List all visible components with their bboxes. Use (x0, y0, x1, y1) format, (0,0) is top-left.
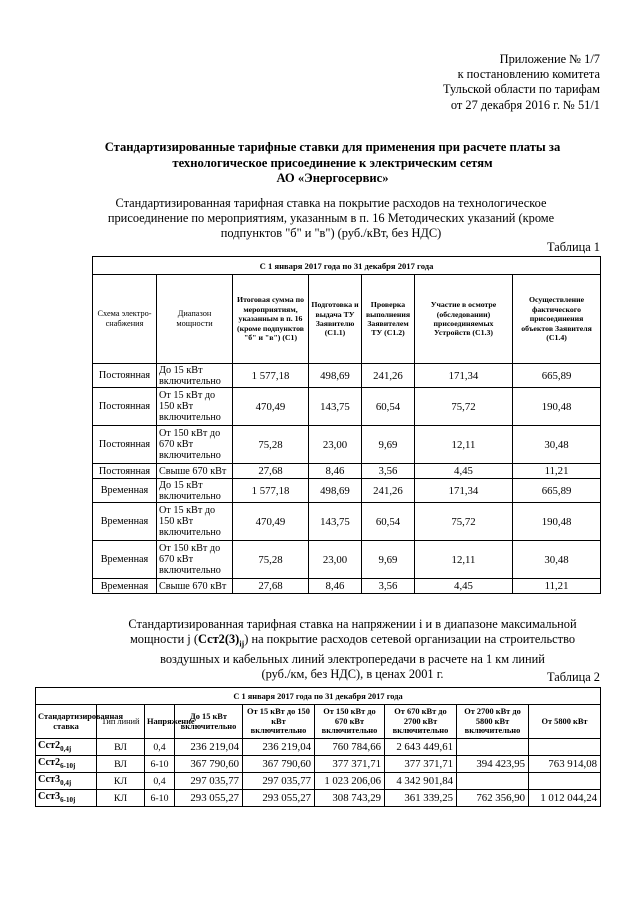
cell-range: Свыше 670 кВт (157, 579, 233, 594)
cell-c12: 3,56 (362, 464, 415, 479)
header-r3: От 150 кВт до 670 кВт включительно (315, 705, 385, 739)
header-r4: От 670 кВт до 2700 кВт включительно (385, 705, 457, 739)
cell-c14: 11,21 (513, 579, 601, 594)
section1-description (96, 196, 566, 242)
cell-c14: 30,48 (513, 541, 601, 579)
cell-c12: 9,69 (362, 426, 415, 464)
cell-total: 1 577,18 (233, 364, 309, 388)
cell-range: До 15 кВт включительно (157, 479, 233, 503)
table1 (92, 256, 601, 594)
cell-type: ВЛ (97, 739, 145, 756)
rate-symbol: Сст3 (38, 774, 61, 786)
cell-r1: 367 790,60 (175, 756, 243, 773)
cell-scheme: Постоянная (93, 426, 157, 464)
cell-r4: 361 339,25 (385, 790, 457, 807)
cell-c13: 171,34 (415, 479, 513, 503)
cell-voltage: 0,4 (145, 773, 175, 790)
cell-c12: 9,69 (362, 541, 415, 579)
cell-range: До 15 кВт включительно (157, 364, 233, 388)
desc-line: Стандартизированная тарифная ставка на напряжении i и в диапазоне максимальной (128, 617, 577, 631)
table-row (93, 388, 601, 426)
cell-r6 (529, 739, 601, 756)
cell-rate (36, 739, 97, 756)
cell-r2: 297 035,77 (243, 773, 315, 790)
cell-scheme: Временная (93, 479, 157, 503)
table-row (36, 773, 601, 790)
cell-scheme: Временная (93, 579, 157, 594)
cell-c13: 12,11 (415, 426, 513, 464)
header-rate: Стандартизированная ставка (36, 705, 97, 739)
table1-label: Таблица 1 (547, 240, 600, 254)
desc-line: воздушных и кабельных линий электропередачи в расчете на 1 км линий (160, 651, 545, 666)
cell-c12: 241,26 (362, 479, 415, 503)
cell-c14: 190,48 (513, 388, 601, 426)
header-r5: От 2700 кВт до 5800 кВт включительно (457, 705, 529, 739)
table-row (93, 479, 601, 503)
cell-type: ВЛ (97, 756, 145, 773)
cell-range: От 15 кВт до 150 кВт включительно (157, 388, 233, 426)
cell-r4: 4 342 901,84 (385, 773, 457, 790)
table-row (93, 426, 601, 464)
cell-r4: 377 371,71 (385, 756, 457, 773)
rate-subscript: 0,4j (60, 779, 72, 788)
cell-c12: 60,54 (362, 388, 415, 426)
cell-scheme: Постоянная (93, 364, 157, 388)
cell-range: От 150 кВт до 670 кВт включительно (157, 541, 233, 579)
desc-line: присоединение по мероприятиям, указанным в п. 16 Методических указаний (кроме (107, 211, 555, 226)
cell-scheme: Постоянная (93, 464, 157, 479)
cell-scheme: Постоянная (93, 388, 157, 426)
cell-c14: 11,21 (513, 464, 601, 479)
cell-total: 27,68 (233, 579, 309, 594)
rate-subscript: ij (239, 639, 245, 649)
table-row (93, 579, 601, 594)
title-line: технологическое присоединение к электрическим сетям (172, 155, 493, 170)
cell-rate (36, 790, 97, 807)
cell-c13: 75,72 (415, 388, 513, 426)
cell-r6: 763 914,08 (529, 756, 601, 773)
table-row (36, 790, 601, 807)
header-c12: Проверка выполнения Заявителем ТУ (С1.2) (362, 275, 415, 364)
cell-type: КЛ (97, 790, 145, 807)
desc-line: Стандартизированная тарифная ставка на покрытие расходов на технологическое (115, 196, 547, 210)
cell-c11: 23,00 (309, 541, 362, 579)
desc-line: (руб./км, без НДС), в ценах 2001 г. (261, 667, 444, 682)
title-line: Стандартизированные тарифные ставки для применения при расчете платы за (104, 140, 561, 154)
cell-c11: 143,75 (309, 503, 362, 541)
appendix-line: к постановлению комитета (457, 67, 600, 82)
table-row (93, 464, 601, 479)
cell-total: 470,49 (233, 503, 309, 541)
table2-label: Таблица 2 (547, 670, 600, 684)
cell-r6: 1 012 044,24 (529, 790, 601, 807)
cell-r5 (457, 739, 529, 756)
cell-rate (36, 756, 97, 773)
cell-c11: 498,69 (309, 479, 362, 503)
cell-voltage: 6-10 (145, 790, 175, 807)
document-title (60, 140, 605, 187)
cell-total: 1 577,18 (233, 479, 309, 503)
cell-total: 470,49 (233, 388, 309, 426)
header-r1: До 15 кВт включительно (175, 705, 243, 739)
cell-r1: 236 219,04 (175, 739, 243, 756)
table2-period: С 1 января 2017 года по 31 декабря 2017 года (36, 688, 601, 705)
cell-c11: 8,46 (309, 579, 362, 594)
cell-c11: 8,46 (309, 464, 362, 479)
cell-r2: 293 055,27 (243, 790, 315, 807)
header-total: Итоговая сумма по мероприятиям, указанным в п. 16 (кроме подпунктов "б" и "в") (С1) (233, 275, 309, 364)
cell-range: От 150 кВт до 670 кВт включительно (157, 426, 233, 464)
table-row (36, 739, 601, 756)
cell-r4: 2 643 449,61 (385, 739, 457, 756)
cell-voltage: 6-10 (145, 756, 175, 773)
header-range: Диапазон мощности (157, 275, 233, 364)
cell-c13: 171,34 (415, 364, 513, 388)
rate-symbol: Сст2 (38, 757, 61, 769)
rate-subscript: 6-10j (60, 762, 76, 771)
desc-text: ) на покрытие расходов сетевой организации на строительство (244, 632, 576, 647)
cell-r2: 236 219,04 (243, 739, 315, 756)
cell-c14: 30,48 (513, 426, 601, 464)
table-row (93, 503, 601, 541)
appendix-line: от 27 декабря 2016 г. № 51/1 (450, 97, 600, 112)
header-voltage: Напряжение (145, 705, 175, 739)
cell-scheme: Временная (93, 541, 157, 579)
cell-total: 75,28 (233, 541, 309, 579)
cell-c11: 498,69 (309, 364, 362, 388)
cell-total: 27,68 (233, 464, 309, 479)
header-c11: Подготовка и выдача ТУ Заявителю (С1.1) (309, 275, 362, 364)
cell-c12: 60,54 (362, 503, 415, 541)
cell-c12: 241,26 (362, 364, 415, 388)
desc-text: мощности j ( (129, 632, 198, 647)
cell-c11: 143,75 (309, 388, 362, 426)
rate-subscript: 6-10j (60, 796, 76, 805)
cell-c13: 75,72 (415, 503, 513, 541)
cell-r2: 367 790,60 (243, 756, 315, 773)
cell-scheme: Временная (93, 503, 157, 541)
cell-total: 75,28 (233, 426, 309, 464)
rate-symbol: Сст3 (38, 791, 61, 803)
cell-voltage: 0,4 (145, 739, 175, 756)
section2-description (90, 617, 615, 682)
desc-line: подпунктов "б" и "в") (руб./кВт, без НДС) (220, 226, 442, 241)
header-r2: От 15 кВт до 150 кВт включительно (243, 705, 315, 739)
cell-c13: 12,11 (415, 541, 513, 579)
table2 (35, 687, 601, 807)
cell-r1: 293 055,27 (175, 790, 243, 807)
cell-r5: 394 423,95 (457, 756, 529, 773)
cell-c14: 190,48 (513, 503, 601, 541)
rate-symbol: Сст2(3) (197, 632, 240, 647)
appendix-block (443, 52, 600, 113)
table1-period: С 1 января 2017 года по 31 декабря 2017 года (93, 257, 601, 275)
header-type: Тип линий (97, 705, 145, 739)
cell-r6 (529, 773, 601, 790)
cell-r3: 377 371,71 (315, 756, 385, 773)
cell-c12: 3,56 (362, 579, 415, 594)
table-row (36, 756, 601, 773)
table-row (93, 541, 601, 579)
appendix-line: Приложение № 1/7 (499, 52, 600, 66)
cell-r3: 760 784,66 (315, 739, 385, 756)
cell-r5: 762 356,90 (457, 790, 529, 807)
cell-c13: 4,45 (415, 579, 513, 594)
header-r6: От 5800 кВт (529, 705, 601, 739)
table-row (93, 364, 601, 388)
cell-c13: 4,45 (415, 464, 513, 479)
cell-range: От 15 кВт до 150 кВт включительно (157, 503, 233, 541)
rate-subscript: 0,4j (60, 745, 72, 754)
cell-r1: 297 035,77 (175, 773, 243, 790)
header-c14: Осуществление фактического присоединения объектов Заявителя (С1.4) (513, 275, 601, 364)
cell-r3: 1 023 206,06 (315, 773, 385, 790)
appendix-line: Тульской области по тарифам (443, 82, 600, 97)
header-scheme: Схема электро-снабжения (93, 275, 157, 364)
cell-rate (36, 773, 97, 790)
cell-range: Свыше 670 кВт (157, 464, 233, 479)
rate-symbol: Сст2 (38, 740, 61, 752)
header-c13: Участие в осмотре (обследовании) присоединяемых Устройств (С1.3) (415, 275, 513, 364)
cell-r5 (457, 773, 529, 790)
title-line: АО «Энергосервис» (276, 171, 389, 185)
cell-c14: 665,89 (513, 364, 601, 388)
desc-line (90, 632, 615, 652)
cell-c11: 23,00 (309, 426, 362, 464)
cell-c14: 665,89 (513, 479, 601, 503)
cell-type: КЛ (97, 773, 145, 790)
cell-r3: 308 743,29 (315, 790, 385, 807)
